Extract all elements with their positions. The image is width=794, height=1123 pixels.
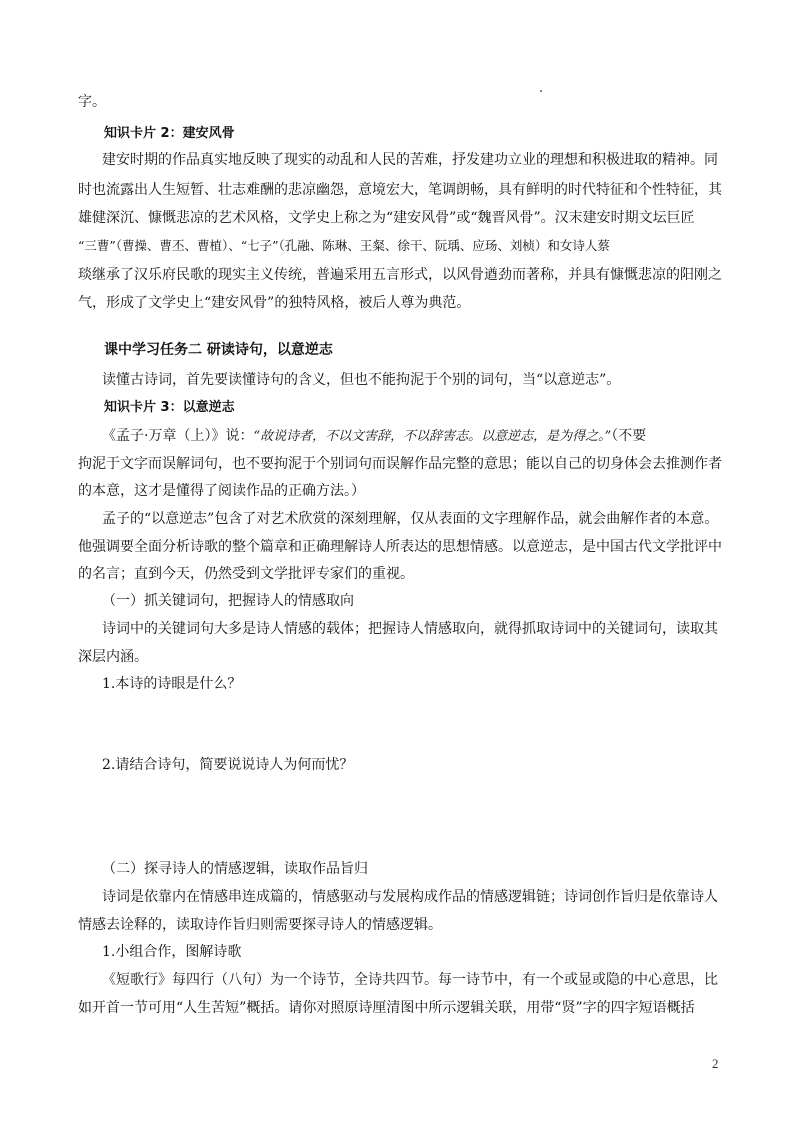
- explain-line: 拘泥于文字而误解词句，也不要拘泥于个别词句而误解作品完整的意思；能以自己的切身体会去推测作者: [78, 456, 722, 472]
- subsection-title-1: （一）抓关键词句，把握诗人的情感取向: [102, 593, 354, 609]
- para-line: 诗词是依靠内在情感串连成篇的，情感驱动与发展构成作品的情感逻辑链；诗词创作旨归是依靠诗人: [102, 889, 718, 905]
- quote-tail: （不要: [611, 428, 647, 444]
- subsection-title-2: （二）探寻诗人的情感逻辑，读取作品旨归: [102, 861, 368, 877]
- scan-dot: [540, 90, 542, 92]
- para-line: 时也流露出人生短暂、壮志难酬的悲凉幽怨，意境宏大，笔调朗畅，具有鲜明的时代特征和个性特征，其: [78, 182, 722, 198]
- task-1-title: 1.小组合作，图解诗歌: [102, 944, 242, 960]
- card-title-2: 知识卡片 2：建安风骨: [104, 126, 235, 141]
- page-number: 2: [712, 1056, 719, 1071]
- quote-lead: 《孟子·万章（上）》说：: [102, 428, 254, 444]
- para-line: 的名言；直到今天，仍然受到文学批评专家们的重视。: [78, 566, 414, 582]
- lead-tail: 字。: [78, 94, 106, 110]
- para-line: 他强调要全面分析诗歌的整个篇章和正确理解诗人所表达的思想情感。以意逆志，是中国古代文学批评中: [78, 539, 722, 555]
- para-line: 如开首一节可用“人生苦短”概括。请你对照原诗厘清图中所示逻辑关联，用带“贤”字的四字短语概括: [78, 1000, 695, 1016]
- para-line: 诗词中的关键词句大多是诗人情感的载体；把握诗人情感取向，就得抓取诗词中的关键词句，读取其: [102, 621, 718, 637]
- para-line: 琰继承了汉乐府民歌的现实主义传统，普遍采用五言形式，以风骨遒劲而著称，并具有慷慨悲凉的阳刚之: [78, 267, 722, 283]
- para-line: 孟子的“以意逆志”包含了对艺术欣赏的深刻理解，仅从表面的文字理解作品，就会曲解作者的本意。: [102, 511, 719, 527]
- card-title-3: 知识卡片 3：以意逆志: [104, 400, 235, 415]
- para-line: 情感去诠释的，读取诗作旨归则需要探寻诗人的情感逻辑。: [78, 917, 442, 933]
- mencius-quote: “故说诗者，不以文害辞，不以辞害志。以意逆志，是为得之。”: [253, 429, 612, 444]
- para-line: 气，形成了文学史上“建安风骨”的独特风格，被后人尊为典范。: [78, 295, 471, 311]
- section-title: 课中学习任务二 研读诗句，以意逆志: [104, 342, 333, 358]
- question-1: 1.本诗的诗眼是什么？: [102, 676, 242, 692]
- explain-line: 的本意，这才是懂得了阅读作品的正确方法。）: [78, 483, 365, 499]
- intro-line: 读懂古诗词，首先要读懂诗句的含义，但也不能拘泥于个别的词句，当“以意逆志”。: [102, 372, 621, 388]
- para-line: 《短歌行》每四行（八句）为一个诗节，全诗共四节。每一诗节中，有一个或显或隐的中心意思，比: [102, 972, 718, 988]
- para-line: 深层内涵。: [78, 649, 148, 665]
- para-line: “三曹”（曹操、曹丕、曹植）、“七子”（孔融、陈琳、王粲、徐干、阮瑀、应玚、刘桢）和女诗人蔡: [78, 238, 610, 253]
- para-line: 雄健深沉、慷慨悲凉的艺术风格，文学史上称之为“建安风骨”或“魏晋风骨”。汉末建安时期文坛巨匠: [78, 210, 695, 226]
- quote-line: [102, 429, 646, 443]
- para-line: 建安时期的作品真实地反映了现实的动乱和人民的苦难，抒发建功立业的理想和积极进取的精神。同: [102, 152, 718, 168]
- question-2: 2.请结合诗句，简要说说诗人为何而忧？: [102, 757, 354, 773]
